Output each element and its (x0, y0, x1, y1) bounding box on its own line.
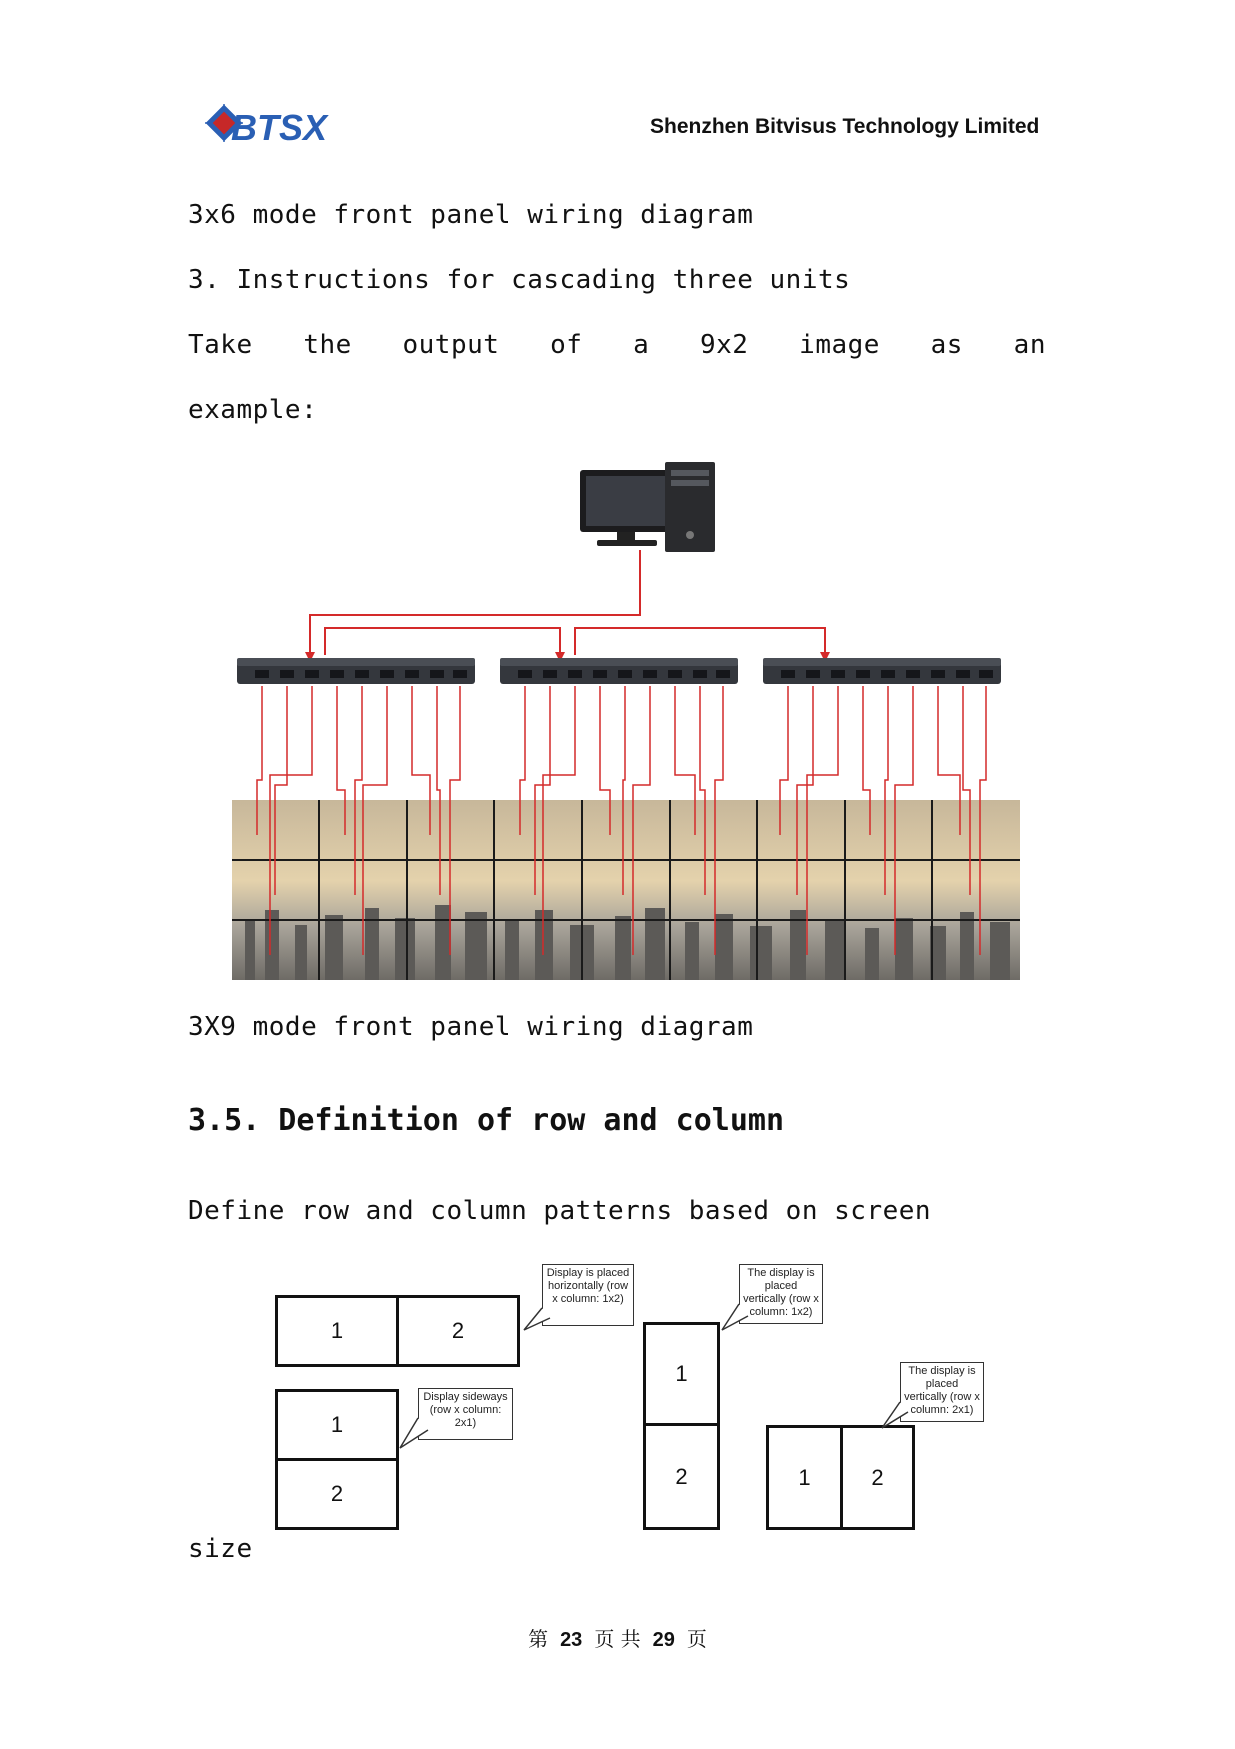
footer-prefix: 第 (528, 1627, 549, 1651)
caption-3x6: 3x6 mode front panel wiring diagram (188, 200, 754, 230)
box-vr-2: 2 (840, 1425, 915, 1530)
callout-vertical-2x1: The display is placed vertically (row x column: 2x1) (900, 1362, 984, 1422)
word: the (303, 330, 352, 360)
company-name: Shenzhen Bitvisus Technology Limited (650, 115, 1040, 138)
callout-sideways: Display sideways (row x column: 2x1) (418, 1388, 513, 1440)
total-pages: 29 (652, 1629, 675, 1651)
box-s-1: 1 (275, 1389, 399, 1461)
callout-horizontal: Display is placed horizontally (row x column: 1x2) (542, 1264, 634, 1326)
footer-middle: 页 共 (594, 1627, 641, 1651)
box-h-2: 2 (396, 1295, 520, 1367)
word: output (402, 330, 500, 360)
section-heading: 3.5. Definition of row and column (188, 1103, 785, 1138)
define-text: Define row and column patterns based on screen (188, 1196, 932, 1226)
word: a (633, 330, 650, 360)
instructions-title: 3. Instructions for cascading three units (188, 265, 851, 295)
box-v-1: 1 (643, 1322, 720, 1426)
logo-text: BTSX (231, 107, 328, 148)
word: as (930, 330, 963, 360)
page-number: 23 (560, 1629, 583, 1651)
box-v-2: 2 (643, 1423, 720, 1530)
caption-3x9: 3X9 mode front panel wiring diagram (188, 1012, 754, 1042)
word: image (799, 330, 880, 360)
callout-vertical-1x2: The display is placed vertically (row x column: 1x2) (739, 1264, 823, 1324)
footer-suffix: 页 (686, 1627, 707, 1651)
page-footer (0, 1623, 1235, 1652)
word: of (550, 330, 583, 360)
example-label: example: (188, 395, 318, 425)
size-label: size (188, 1534, 253, 1564)
word: 9x2 (700, 330, 749, 360)
word: an (1013, 330, 1046, 360)
word: Take (188, 330, 253, 360)
box-s-2: 2 (275, 1458, 399, 1530)
box-vr-1: 1 (766, 1425, 843, 1530)
box-h-1: 1 (275, 1295, 399, 1367)
